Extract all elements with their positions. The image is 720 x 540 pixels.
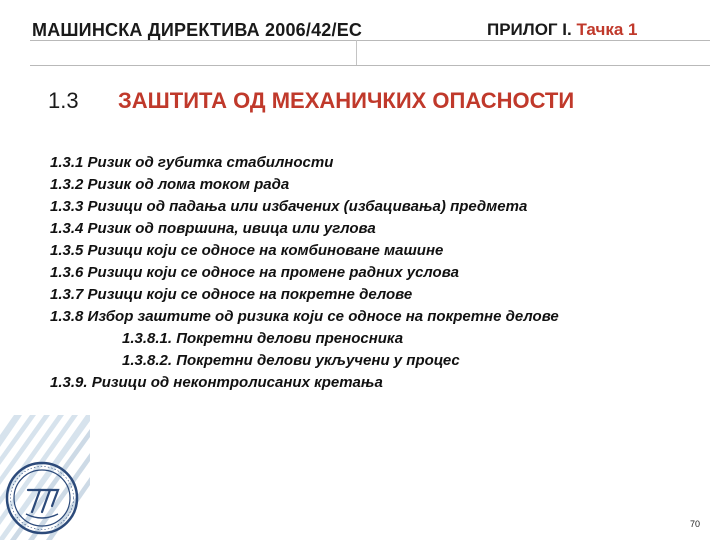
list-item: 1.3.5 Ризици који се односе на комбиноване машине (50, 242, 444, 259)
list-item: 1.3.1 Ризик од губитка стабилности (50, 154, 334, 171)
header-right-accent: Тачка 1 (576, 20, 638, 39)
list-item: 1.3.9. Ризици од неконтролисаних кретања (50, 374, 383, 391)
list-item: 1.3.6 Ризици који се односе на промене радних услова (50, 264, 459, 281)
section-title: ЗАШТИТА ОД МЕХАНИЧКИХ ОПАСНОСТИ (118, 88, 575, 113)
list-item: 1.3.3 Ризици од падања или избачених (избацивања) предмета (50, 198, 528, 215)
header-right-prefix: ПРИЛОГ I. (487, 20, 572, 39)
list-item: 1.3.4 Ризик од површина, ивица или углова (50, 220, 376, 237)
header-left-title: МАШИНСКА ДИРЕКТИВА 2006/42/ЕС (32, 20, 363, 40)
list-item: 1.3.2 Ризик од лома током рада (50, 176, 290, 193)
section-number: 1.3 (48, 88, 79, 113)
university-seal-icon (4, 460, 80, 536)
header-divider-vertical (356, 40, 357, 65)
list-subitem: 1.3.8.2. Покретни делови укључени у процес (122, 352, 460, 369)
header-divider-top (30, 40, 710, 41)
list-item: 1.3.8 Избор заштите од ризика који се односе на покретне делове (50, 308, 559, 325)
list-item: 1.3.7 Ризици који се односе на покретне делове (50, 286, 413, 303)
header-divider-bottom (30, 65, 710, 66)
header-right-title (487, 20, 637, 40)
item-list (50, 152, 710, 394)
page-number: 70 (690, 519, 701, 529)
list-subitem: 1.3.8.1. Покретни делови преносника (122, 330, 404, 347)
